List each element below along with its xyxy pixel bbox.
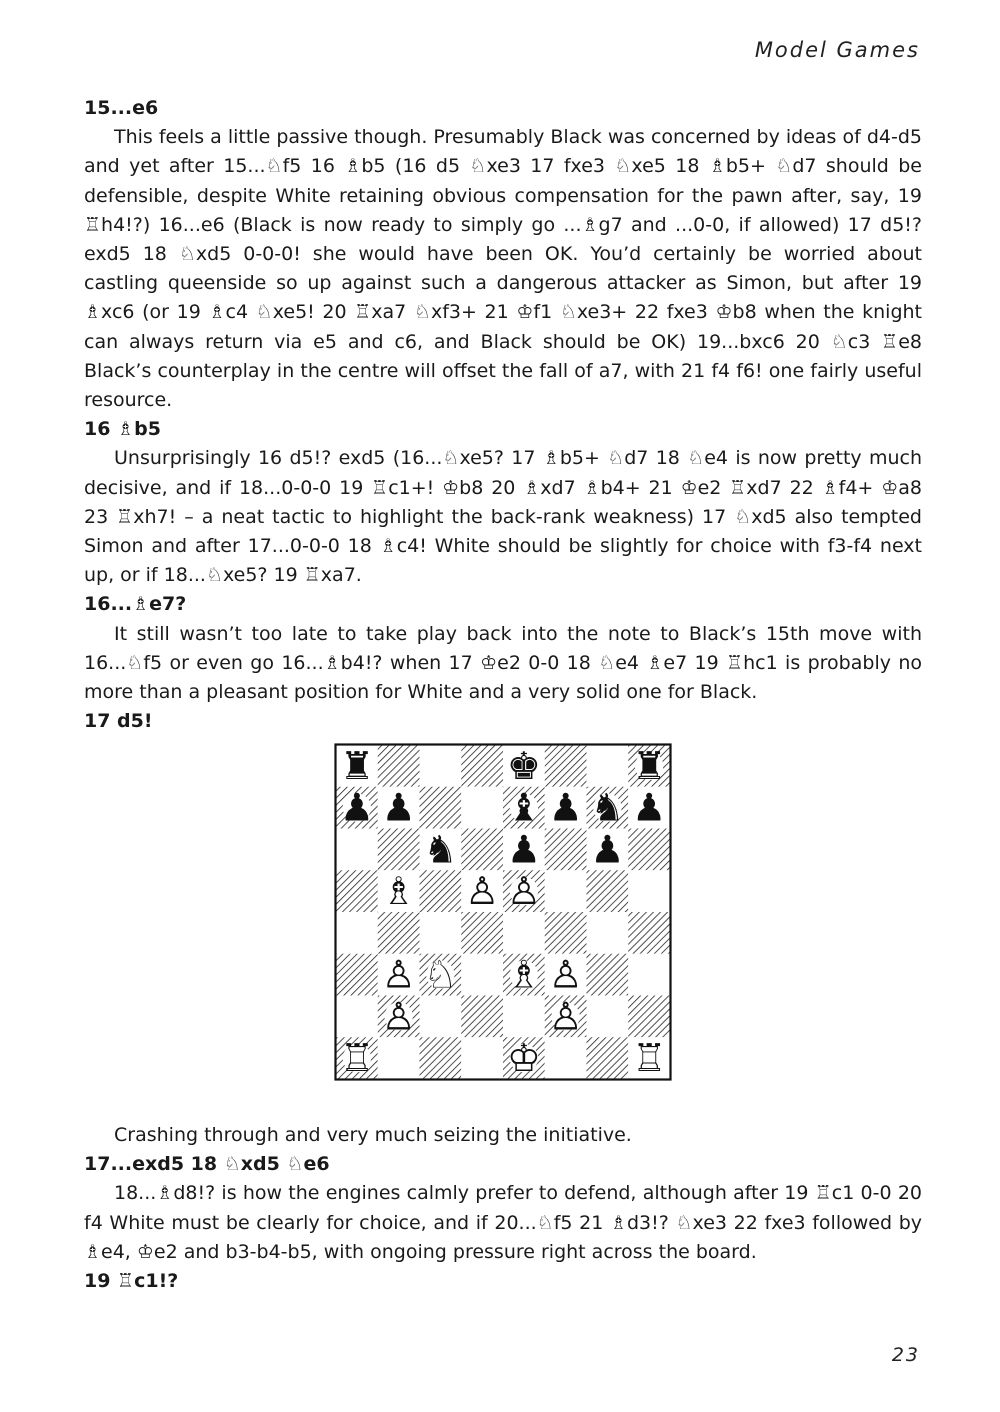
text-block-top [84,94,922,736]
dark-square [420,787,462,829]
dark-square [545,829,587,871]
chess-piece-icon: ♔ [506,1036,541,1081]
light-square [587,912,629,954]
move-heading: 16 ♗b5 [84,418,161,441]
move-heading: 17 d5! [84,710,153,733]
move-heading: 17...exd5 18 ♘xd5 ♘e6 [84,1153,330,1176]
light-square [420,996,462,1038]
text-block-bottom [84,1121,922,1296]
chess-board [334,743,672,1081]
dark-square [628,996,670,1038]
light-square [503,912,545,954]
light-square [336,912,378,954]
chess-piece-icon: ♞ [590,785,625,830]
move-heading: 16...♗e7? [84,593,187,616]
dark-square [378,745,420,787]
dark-square [628,829,670,871]
chess-piece-icon: ♝ [506,785,541,830]
chess-diagram [334,743,672,1081]
move-heading: 15...e6 [84,97,159,119]
light-square [628,954,670,996]
light-square [336,996,378,1038]
chess-piece-icon: ♙ [548,952,583,997]
chess-piece-icon: ♟ [590,827,625,872]
chess-piece-icon: ♗ [381,869,416,914]
chess-piece-icon: ♘ [423,952,458,997]
chess-piece-icon: ♖ [632,1036,667,1081]
chess-piece-icon: ♞ [423,827,458,872]
chess-piece-icon: ♟ [632,785,667,830]
light-square [420,912,462,954]
dark-square [461,996,503,1038]
chess-piece-icon: ♚ [506,743,541,788]
dark-square [378,829,420,871]
chess-piece-icon: ♗ [506,952,541,997]
chess-piece-icon: ♜ [632,743,667,788]
chess-piece-icon: ♙ [381,952,416,997]
light-square [545,870,587,912]
light-square [587,996,629,1038]
light-square [378,1037,420,1079]
light-square [420,745,462,787]
dark-square [336,954,378,996]
chess-piece-icon: ♙ [381,994,416,1039]
light-square [587,745,629,787]
chess-piece-icon: ♟ [506,827,541,872]
dark-square [461,745,503,787]
chess-piece-icon: ♖ [339,1036,374,1081]
annotation-paragraph: Unsurprisingly 16 d5!? exd5 (16...♘xe5? 17 ♗b5+ ♘d7 18 ♘e4 is now pretty much decisive, and if 18...0-0-0 19 ♖c1+! ♔b8 20 ♗xd7 ♗b4+ 21 ♔e2 ♖xd7 22 ♗f4+ ♔a8 23 ♖xh7! – a neat tactic to highlight the back-rank weakness) 17 ♘xd5 also tempted Simon and after 17...0-0-0 18 ♗c4! White should be slightly for choice with f3-f4 next up, or if 18...♘xe5? 19 ♖xa7. [84,447,922,587]
light-square [503,996,545,1038]
dark-square [336,870,378,912]
dark-square [587,1037,629,1079]
light-square [336,829,378,871]
page-number: 23 [891,1344,920,1366]
annotation-paragraph: Crashing through and very much seizing the initiative. [114,1124,632,1146]
chess-piece-icon: ♜ [339,743,374,788]
running-head: Model Games [754,38,920,62]
light-square [545,1037,587,1079]
move-heading: 19 ♖c1!? [84,1270,179,1293]
dark-square [587,870,629,912]
chess-piece-icon: ♟ [381,785,416,830]
dark-square [545,912,587,954]
dark-square [587,954,629,996]
annotation-paragraph: 18...♗d8!? is how the engines calmly prefer to defend, although after 19 ♖c1 0-0 20 f4 White must be clearly for choice, and if 20...♘f5 21 ♗d3!? ♘xe3 22 fxe3 followed by ♗e4, ♔e2 and b3-b4-b5, with ongoing pressure right across the board. [84,1182,922,1263]
dark-square [545,745,587,787]
dark-square [461,829,503,871]
light-square [461,787,503,829]
light-square [461,954,503,996]
dark-square [378,912,420,954]
dark-square [420,870,462,912]
dark-square [461,912,503,954]
light-square [628,870,670,912]
chess-piece-icon: ♟ [339,785,374,830]
chess-piece-icon: ♙ [506,869,541,914]
chess-piece-icon: ♙ [465,869,500,914]
chess-piece-icon: ♙ [548,994,583,1039]
dark-square [420,1037,462,1079]
annotation-paragraph: This feels a little passive though. Presumably Black was concerned by ideas of d4-d5 and yet after 15...♘f5 16 ♗b5 (16 d5 ♘xe3 17 fxe3 ♘xe5 18 ♗b5+ ♘d7 should be defensible, despite White retaining obvious compensation for the pawn after, say, 19 ♖h4!?) 16...e6 (Black is now ready to simply go ...♗g7 and ...0-0, if allowed) 17 d5!? exd5 18 ♘xd5 0-0-0! she would have been OK. You’d certainly be worried about castling queenside so up against such a dangerous attacker as Simon, but after 19 ♗xc6 (or 19 ♗c4 ♘xe5! 20 ♖xa7 ♘xf3+ 21 ♔f1 ♘xe3+ 22 fxe3 ♔b8 when the knight can always return via e5 and c6, and Black should be OK) 19...bxc6 20 ♘c3 ♖e8 Black’s counterplay in the centre will offset the fall of a7, with 21 f4 f6! one fairly useful resource. [84,126,922,412]
chess-piece-icon: ♟ [548,785,583,830]
dark-square [628,912,670,954]
annotation-paragraph: It still wasn’t too late to take play back into the note to Black’s 15th move with 16...♘f5 or even go 16...♗b4!? when 17 ♔e2 0-0 18 ♘e4 ♗e7 19 ♖hc1 is probably no more than a pleasant position for White and a very solid one for Black. [84,622,922,704]
light-square [461,1037,503,1079]
